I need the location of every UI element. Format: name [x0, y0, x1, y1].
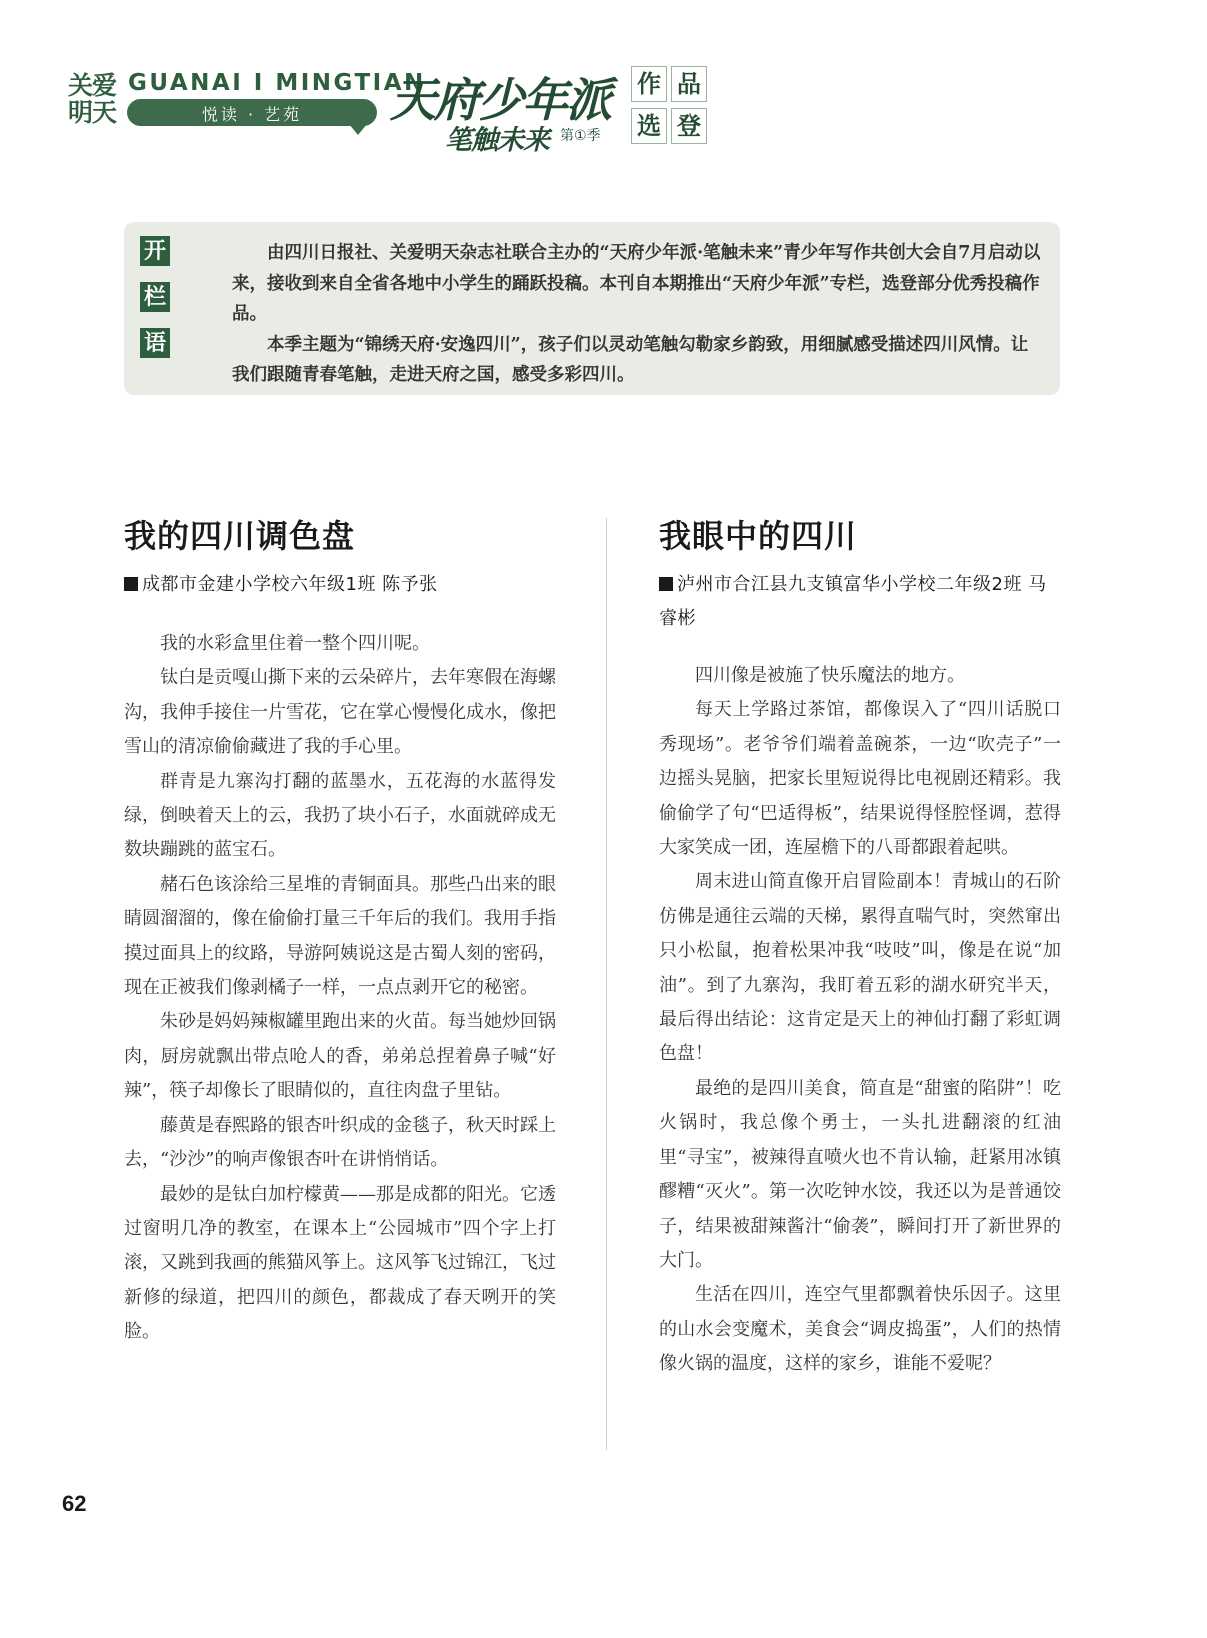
- section-pill: [127, 99, 377, 126]
- intro-box: [124, 222, 1060, 395]
- tag-char: 品: [671, 66, 707, 102]
- intro-label: [140, 236, 172, 374]
- article-paragraph: 群青是九寨沟打翻的蓝墨水，五花海的水蓝得发绿，倒映着天上的云，我扔了块小石子，水面就碎成无数块蹦跳的蓝宝石。: [124, 770, 556, 861]
- tag-char: 作: [631, 66, 667, 102]
- intro-label-char: 栏: [140, 282, 170, 312]
- article-title: 我的四川调色盘: [124, 517, 356, 555]
- intro-paragraph: 本季主题为“锦绣天府·安逸四川”，孩子们以灵动笔触勾勒家乡韵致，用细腻感受描述四川风情。让我们跟随青春笔触，走进天府之国，感受多彩四川。: [232, 334, 1029, 385]
- article-paragraph: 朱砂是妈妈辣椒罐里跑出来的火苗。每当她炒回锅肉，厨房就飘出带点呛人的香，弟弟总捏着鼻子喊“好辣”，筷子却像长了眼睛似的，直往肉盘子里钻。: [124, 1011, 556, 1102]
- article-paragraph: 生活在四川，连空气里都飘着快乐因子。这里的山水会变魔术，美食会“调皮捣蛋”，人们的热情像火锅的温度，这样的家乡，谁能不爱呢？: [659, 1284, 1061, 1375]
- tag-char: 选: [631, 108, 667, 144]
- article-paragraph: 藤黄是春熙路的银杏叶织成的金毯子，秋天时踩上去，“沙沙”的响声像银杏叶在讲悄悄话。: [124, 1114, 556, 1171]
- square-bullet-icon: [659, 577, 673, 591]
- article-paragraph: 四川像是被施了快乐魔法的地方。: [695, 665, 965, 686]
- series-subtitle: 笔触未来: [445, 125, 549, 156]
- article-paragraph: 最绝的是四川美食，简直是“甜蜜的陷阱”！吃火锅时，我总像个勇士，一头扎进翻滚的红油里“寻宝”，被辣得直喷火也不肯认输，赶紧用冰镇醪糟“灭火”。第一次吃钟水饺，我还以为是普通饺子，结果被甜辣酱汁“偷袭”，瞬间打开了新世界的大门。: [659, 1077, 1061, 1271]
- article-paragraph: 每天上学路过茶馆，都像误入了“四川话脱口秀现场”。老爷爷们端着盖碗茶，一边“吹壳子”一边摇头晃脑，把家长里短说得比电视剧还精彩。我偷偷学了句“巴适得板”，结果说得怪腔怪调，惹得大家笑成一团，连屋檐下的八哥都跟着起哄。: [659, 699, 1061, 859]
- column-divider: [606, 518, 607, 1450]
- season-label: 第①季: [560, 128, 601, 144]
- article-paragraph: 周末进山简直像开启冒险副本！青城山的石阶仿佛是通往云端的天梯，累得直喘气时，突然窜出只小松鼠，抱着松果冲我“吱吱”叫，像是在说“加油”。到了九寨沟，我盯着五彩的湖水研究半天，最后得出结论：这肯定是天上的神仙打翻了彩虹调色盘！: [659, 871, 1061, 1065]
- article-left: [124, 513, 556, 1350]
- article-body: [659, 659, 1061, 1382]
- column-tag-grid: [631, 66, 707, 144]
- section-label: 悦读 · 艺苑: [201, 105, 303, 124]
- article-byline: [659, 568, 1061, 636]
- byline-text: 泸州市合江县九支镇富华小学校二年级2班 马睿彬: [659, 574, 1047, 629]
- brand-vertical-logo: 关爱明天: [68, 71, 117, 127]
- tag-char: 登: [671, 108, 707, 144]
- intro-label-char: 开: [140, 236, 170, 266]
- article-title: 我眼中的四川: [659, 517, 858, 555]
- intro-label-char: 语: [140, 328, 170, 358]
- article-byline: [124, 568, 556, 602]
- byline-text: 成都市金建小学校六年级1班 陈予张: [142, 574, 438, 595]
- article-right: [659, 513, 1061, 1382]
- article-paragraph: 我的水彩盒里住着一整个四川呢。: [160, 633, 430, 654]
- page-number: 62: [62, 1491, 87, 1516]
- brand-latin-logo: GUANAI I MINGTIAN: [128, 70, 426, 96]
- series-title: 天府少年派: [390, 73, 610, 127]
- article-body: [124, 627, 556, 1350]
- article-paragraph: 最妙的是钛白加柠檬黄——那是成都的阳光。它透过窗明几净的教室，在课本上“公园城市”四个字上打滚，又跳到我画的熊猫风筝上。这风筝飞过锦江，飞过新修的绿道，把四川的颜色，都裁成了春天咧开的笑脸。: [124, 1183, 556, 1343]
- article-paragraph: 赭石色该涂给三星堆的青铜面具。那些凸出来的眼睛圆溜溜的，像在偷偷打量三千年后的我们。我用手指摸过面具上的纹路，导游阿姨说这是古蜀人刻的密码，现在正被我们像剥橘子一样，一点点剥开它的秘密。: [124, 873, 556, 999]
- intro-text: [232, 238, 1044, 391]
- intro-paragraph: 由四川日报社、关爱明天杂志社联合主办的“天府少年派·笔触未来”青少年写作共创大会自7月启动以来，接收到来自全省各地中小学生的踊跃投稿。本刊自本期推出“天府少年派”专栏，选登部分优秀投稿作品。: [232, 243, 1041, 324]
- article-paragraph: 钛白是贡嘎山撕下来的云朵碎片，去年寒假在海螺沟，我伸手接住一片雪花，它在掌心慢慢化成水，像把雪山的清凉偷偷藏进了我的手心里。: [124, 667, 556, 758]
- square-bullet-icon: [124, 577, 138, 591]
